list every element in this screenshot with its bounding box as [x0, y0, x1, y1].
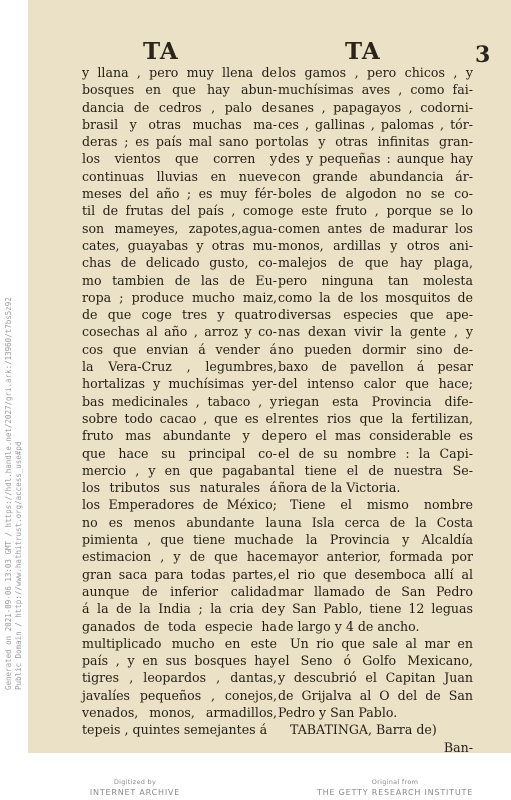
text-line: fruto mas abundante y de: [82, 428, 277, 444]
original-from-credit: [300, 778, 490, 797]
text-line: no pueden dormir sino de-: [278, 341, 473, 357]
text-line: de que coge tres y quatro: [82, 307, 277, 323]
text-line: los Emperadores de México;: [82, 497, 277, 513]
text-line: los gamos , pero chicos , y: [278, 65, 473, 80]
text-line: rentes rios que la fertilizan,: [278, 410, 473, 426]
text-line: pero ninguna tan molesta: [278, 272, 473, 288]
text-line: mayor anterior, formada por: [278, 549, 473, 565]
digitized-by-credit: [60, 778, 210, 797]
text-line: el Seno ó Golfo Mexicano,: [278, 653, 473, 669]
generated-stamp-line: Generated on 2021-09-06 13:03 GMT / https://hdl.handle.net/2027/gri.ark:/13960/t7bs5z92: [4, 297, 13, 690]
text-line: los vientos que corren y: [82, 151, 277, 167]
text-line: del intenso calor que hace;: [278, 376, 473, 392]
text-line: hortalizas y muchísimas yer-: [82, 376, 277, 392]
text-line: nas dexan vivir la gente , y: [278, 324, 473, 340]
text-line: cates, guayabas y otras mu-: [82, 237, 277, 253]
text-line: el de su nombre : la Capi-: [278, 445, 473, 461]
right-text-column: [278, 64, 473, 756]
text-line: venados, monos, armadillos,: [82, 704, 277, 720]
text-line: diversas especies que ape-: [278, 307, 473, 323]
text-line: como la de los mosquitos de: [278, 289, 473, 305]
book-page: [28, 0, 511, 753]
public-domain-stamp-line: Public Domain / http://www.hathitrust.org/access_use#pd: [14, 441, 23, 690]
text-line: una Isla cerca de la Costa: [278, 514, 473, 530]
text-line: ge este fruto , porque se lo: [278, 203, 473, 219]
text-line: de la Provincia y Alcaldía: [278, 532, 473, 548]
text-line: el rio que desemboca allí al: [278, 566, 473, 582]
left-running-head: TA: [143, 38, 179, 65]
text-line: meses del año ; es muy fér-: [82, 186, 277, 202]
text-line: TABATINGA, Barra de): [290, 722, 437, 738]
text-line: mar llamado de San Pedro: [278, 583, 473, 599]
text-line: mo tambien de las de Eu-: [82, 272, 277, 288]
text-line: tal tiene el de nuestra Se-: [278, 462, 473, 478]
text-line: continuas lluvias en nueve: [82, 168, 277, 184]
text-line: Tiene el mismo nombre: [290, 497, 473, 513]
text-line: monos, ardillas y otros ani-: [278, 237, 473, 253]
text-line: bosques en que hay abun-: [82, 82, 277, 98]
text-line: ces , gallinas , palomas , tór-: [278, 116, 473, 132]
original-from-label: Original from: [371, 778, 419, 786]
text-line: ñora de la Victoria.: [278, 480, 401, 496]
text-line: tolas y otras infinitas gran-: [278, 134, 473, 150]
text-line: á la de la India ; la cria de: [82, 601, 277, 617]
text-line: sobre todo cacao , que es el: [82, 410, 277, 426]
text-line: chas de delicado gusto, co-: [82, 255, 277, 271]
text-line: los tributos sus naturales á: [82, 480, 277, 496]
text-line: que hace su principal co-: [82, 445, 277, 461]
text-line: con grande abundancia ár-: [278, 168, 473, 184]
text-line: cos que envian á vender á: [82, 341, 277, 357]
text-line: javalíes pequeños , conejos,: [82, 687, 277, 703]
text-line: y San Pablo, tiene 12 leguas: [278, 601, 473, 617]
text-line: no es menos abundante la: [82, 514, 277, 530]
text-line: de largo y 4 de ancho.: [278, 618, 420, 634]
text-line: la Vera-Cruz , legumbres,: [82, 359, 277, 375]
getty-institute-label: THE GETTY RESEARCH INSTITUTE: [316, 788, 474, 797]
text-line: ganados de toda especie ha: [82, 618, 277, 634]
text-line: estimacion , y de que hace: [82, 549, 277, 565]
text-line: tepeis , quintes semejantes á: [82, 722, 268, 738]
text-line: bas medicinales , tabaco , y: [82, 393, 277, 409]
text-line: riegan esta Provincia dife-: [278, 393, 473, 409]
text-line: brasil y otras muchas ma-: [82, 116, 277, 132]
text-line: tigres , leopardos , dantas,: [82, 670, 277, 686]
text-line: multiplicado mucho en este: [82, 635, 277, 651]
text-line: til de frutas del país , como: [82, 203, 277, 219]
text-line: y llana , pero muy llena de: [82, 65, 277, 80]
text-line: des y pequeñas : aunque hay: [278, 151, 473, 167]
text-line: cosechas al año , arroz y co-: [82, 324, 277, 340]
text-line: Ban-: [443, 739, 473, 755]
text-line: ropa ; produce mucho maiz,: [82, 289, 277, 305]
text-line: mercio , y en que pagaban: [82, 462, 277, 478]
text-line: país , y en sus bosques hay: [82, 653, 277, 669]
right-running-head: TA: [345, 38, 381, 65]
page-number: 3: [475, 42, 491, 68]
text-line: sanes , papagayos , codorni-: [278, 99, 473, 115]
text-line: pimienta , que tiene mucha: [82, 532, 277, 548]
text-line: baxo de pavellon á pesar: [278, 359, 473, 375]
text-line: comen antes de madurar los: [278, 220, 473, 236]
hathitrust-side-stamp: [0, 0, 26, 800]
text-line: deras ; es país mal sano por: [82, 134, 277, 150]
text-line: y descubrió el Capitan Juan: [278, 670, 473, 686]
text-line: boles de algodon no se co-: [278, 186, 473, 202]
text-line: dancia de cedros , palo de: [82, 99, 277, 115]
internet-archive-label: INTERNET ARCHIVE: [89, 788, 181, 797]
text-line: muchísimas aves , como fai-: [278, 82, 473, 98]
left-text-column: [82, 64, 277, 739]
text-line: Pedro y San Pablo.: [278, 704, 398, 720]
text-line: pero el mas considerable es: [278, 428, 473, 444]
text-line: son mameyes, zapotes,agua-: [82, 220, 277, 236]
text-line: gran saca para todas partes,: [82, 566, 277, 582]
text-line: malejos de que hay plaga,: [278, 255, 473, 271]
text-line: Un rio que sale al mar en: [290, 635, 473, 651]
text-line: aunque de inferior calidad: [82, 583, 277, 599]
digitized-by-label: Digitized by: [113, 778, 157, 786]
text-line: de Grijalva al O del de San: [278, 687, 473, 703]
